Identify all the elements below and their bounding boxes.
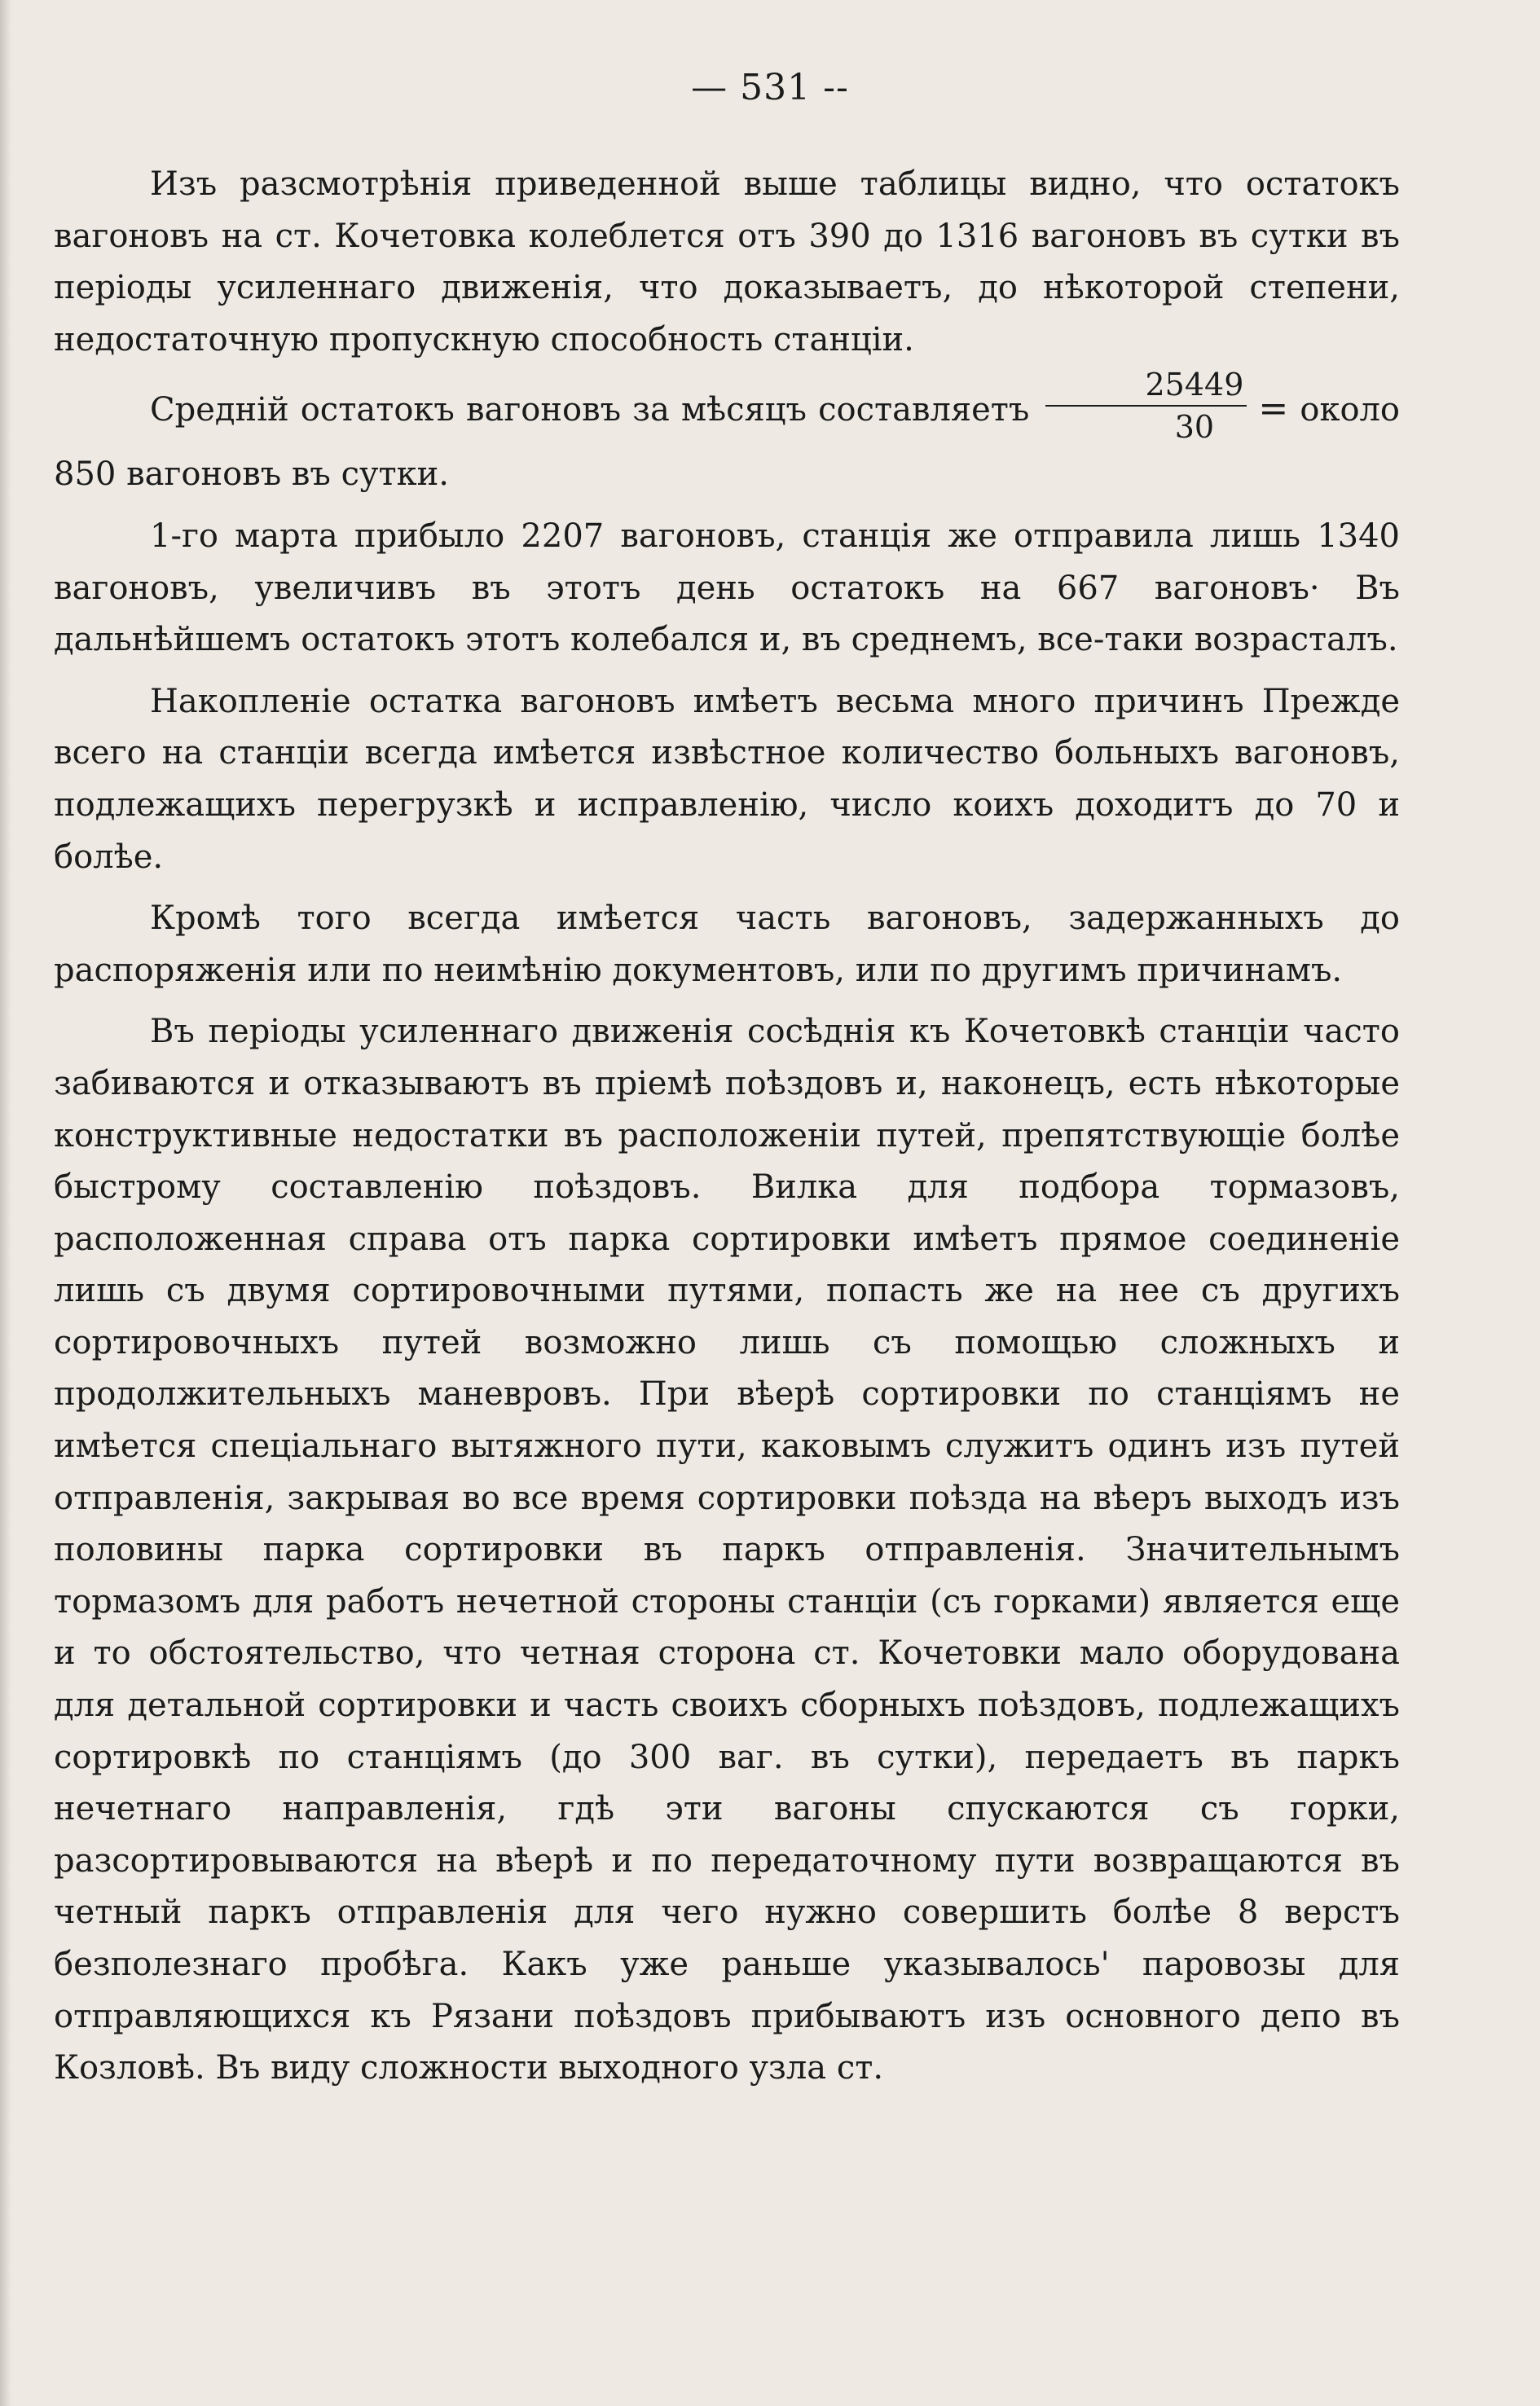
average-text-after: около 850 вагоновъ въ сутки. xyxy=(54,391,1401,494)
fraction-numerator: 25449 xyxy=(1045,369,1247,407)
paragraph-4: Кромѣ того всегда имѣется часть вагоновъ, задержанныхъ до распоряженія или по неимѣнію документовъ, или по другимъ причинамъ. xyxy=(54,900,1400,989)
body-text xyxy=(54,159,1400,2095)
paragraph-2: 1-го марта прибыло 2207 вагоновъ, станція же отправила лишь 1340 вагоновъ, увеличивъ въ этотъ день остатокъ на 667 вагоновъ· Въ дальнѣйшемъ остатокъ этотъ колебался и, въ среднемъ, все-таки возрасталъ. xyxy=(54,517,1400,659)
fraction xyxy=(1045,367,1247,446)
fraction-denominator: 30 xyxy=(1174,409,1215,446)
equals-sign: = xyxy=(1258,388,1289,430)
paragraph-5: Въ періоды усиленнаго движенія сосѣднія къ Кочетовкѣ станціи часто забиваются и отказываютъ въ пріемѣ поѣздовъ и, наконецъ, есть нѣкоторые конструктивные недостатки въ расположеніи путей, препятствующіе болѣе быстрому составленію поѣздовъ. Вилка для подбора тормазовъ, расположенная справа отъ парка сортировки имѣетъ прямое соединеніе лишь съ двумя сортировочными путями, попасть же на нее съ другихъ сортировочныхъ путей возможно лишь съ помощью сложныхъ и продолжительныхъ маневровъ. При вѣерѣ сортировки по станціямъ не имѣется спеціальнаго вытяжного пути, каковымъ служитъ одинъ изъ путей отправленія, закрывая во все время сортировки поѣзда на вѣеръ выходъ изъ половины парка сортировки въ паркъ отправленія. Значительнымъ тормазомъ для работъ нечетной стороны станціи (съ горками) является еще и то обстоятельство, что четная сторона ст. Кочетовки мало оборудована для детальной сортировки и часть своихъ сборныхъ поѣздовъ, подлежащихъ сортировкѣ по станціямъ (до 300 ваг. въ сутки), передаетъ въ паркъ нечетнаго направленія, гдѣ эти вагоны спускаются съ горки, разсортировываются на вѣерѣ и по передаточному пути возвращаются въ четный паркъ отправленія для чего нужно совершить болѣе 8 верстъ безполезнаго пробѣга. Какъ уже раньше указывалось' паровозы для отправляющихся къ Рязани поѣздовъ прибываютъ изъ основного депо въ Козловѣ. Въ виду сложности выходного узла ст. xyxy=(54,1013,1400,2087)
average-text-before: Среднiй остатокъ вагоновъ за мѣсяцъ составляетъ xyxy=(150,391,1030,429)
page-edge-shadow xyxy=(0,0,11,2406)
paragraph-3: Накопленіе остатка вагоновъ имѣетъ весьма много причинъ Прежде всего на станціи всегда имѣется извѣстное количество больныхъ вагоновъ, подлежащихъ перегрузкѣ и исправленію, число коихъ доходитъ до 70 и болѣе. xyxy=(54,682,1400,876)
page-number: — 531 -- xyxy=(691,67,849,108)
paragraph-average xyxy=(54,367,1401,501)
paragraph-1: Изъ разсмотрѣнія приведенной выше таблицы видно, что остатокъ вагоновъ на ст. Кочетовка колеблется отъ 390 до 1316 вагоновъ въ сутки въ періоды усиленнаго движенія, что доказываетъ, до нѣкоторой степени, недостаточную пропускную способность станціи. xyxy=(54,165,1400,358)
